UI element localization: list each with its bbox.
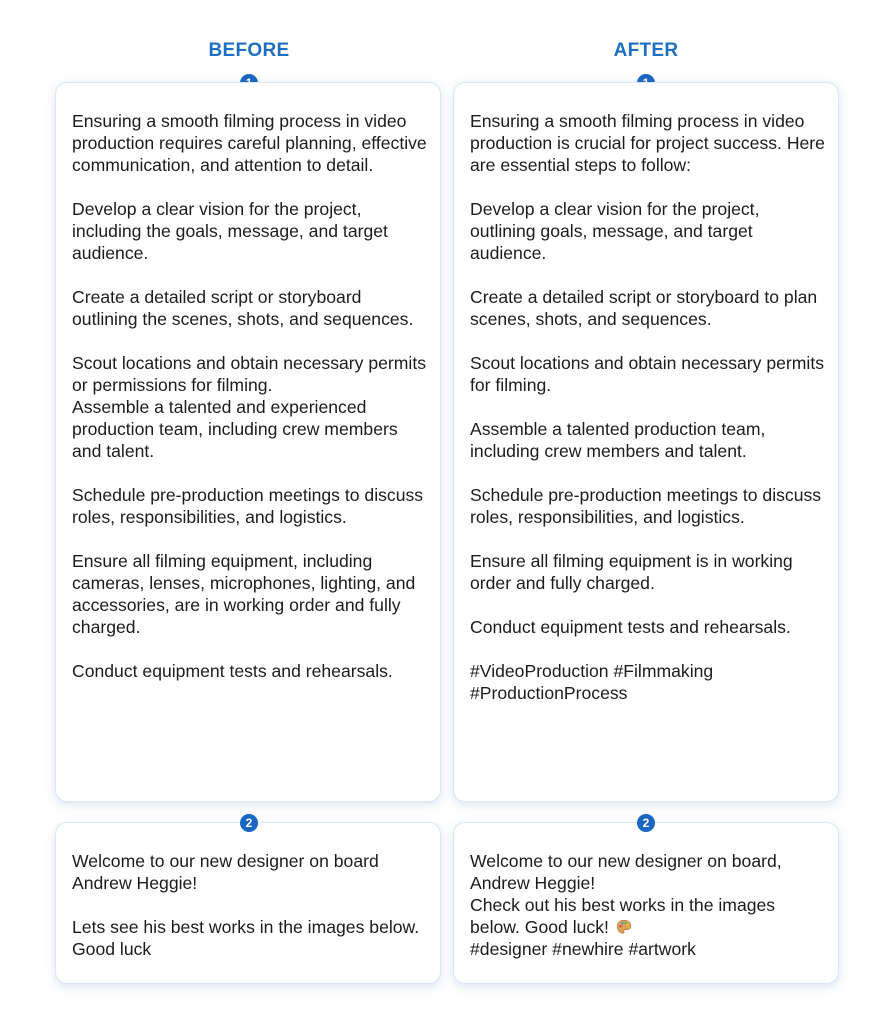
before-1-paragraph: Create a detailed script or storyboard outlining the scenes, shots, and sequences. [72, 287, 414, 329]
after-1-paragraph: Conduct equipment tests and rehearsals. [470, 617, 791, 637]
before-1-paragraph: Ensure all filming equipment, including cameras, lenses, microphones, lighting, and accessories, are in working order and fully charged. [72, 551, 416, 637]
after-2-line-text: Check out his best works in the images below. Good luck! [470, 895, 776, 937]
after-2-line [470, 894, 826, 938]
before-header: BEFORE [208, 40, 290, 61]
step-2-badge-before: 2 [240, 814, 258, 832]
before-1-paragraph: Develop a clear vision for the project, including the goals, message, and target audience. [72, 199, 388, 263]
before-2-paragraph: Welcome to our new designer on board Andrew Heggie! [72, 851, 379, 893]
after-card-2-text [470, 850, 826, 960]
after-1-paragraph: Scout locations and obtain necessary permits for filming. [470, 353, 825, 395]
before-1-paragraph: Schedule pre-production meetings to discuss roles, responsibilities, and logistics. [72, 485, 424, 527]
after-1-hashtags: #VideoProduction #Filmmaking #ProductionProcess [470, 661, 714, 703]
after-card-1-text [470, 110, 826, 704]
after-1-paragraph: Schedule pre-production meetings to discuss roles, responsibilities, and logistics. [470, 485, 822, 527]
after-2-line: Welcome to our new designer on board, Andrew Heggie! [470, 851, 782, 893]
before-card-1 [55, 82, 441, 802]
after-card-2 [453, 822, 839, 984]
after-1-paragraph: Create a detailed script or storyboard to plan scenes, shots, and sequences. [470, 287, 818, 329]
before-1-paragraph: Assemble a talented and experienced production team, including crew members and talent. [72, 397, 398, 461]
before-1-paragraph: Scout locations and obtain necessary permits or permissions for filming. [72, 353, 427, 395]
after-header: AFTER [613, 40, 679, 61]
artist-palette-icon [616, 918, 632, 934]
before-card-1-text [72, 110, 428, 682]
before-1-paragraph: Ensuring a smooth filming process in video production requires careful planning, effective communication, and attention to detail. [72, 111, 427, 175]
after-1-paragraph: Ensure all filming equipment is in working order and fully charged. [470, 551, 793, 593]
after-card-1 [453, 82, 839, 802]
after-1-paragraph: Assemble a talented production team, including crew members and talent. [470, 419, 766, 461]
before-card-2-text [72, 850, 428, 960]
before-2-paragraph: Lets see his best works in the images below. Good luck [72, 917, 420, 959]
before-card-2 [55, 822, 441, 984]
after-2-hashtags: #designer #newhire #artwork [470, 939, 696, 959]
before-1-paragraph: Conduct equipment tests and rehearsals. [72, 661, 393, 681]
after-1-paragraph: Ensuring a smooth filming process in video production is crucial for project success. Here are essential steps to follow: [470, 111, 825, 175]
step-2-badge-after: 2 [637, 814, 655, 832]
after-1-paragraph: Develop a clear vision for the project, outlining goals, message, and target audience. [470, 199, 760, 263]
